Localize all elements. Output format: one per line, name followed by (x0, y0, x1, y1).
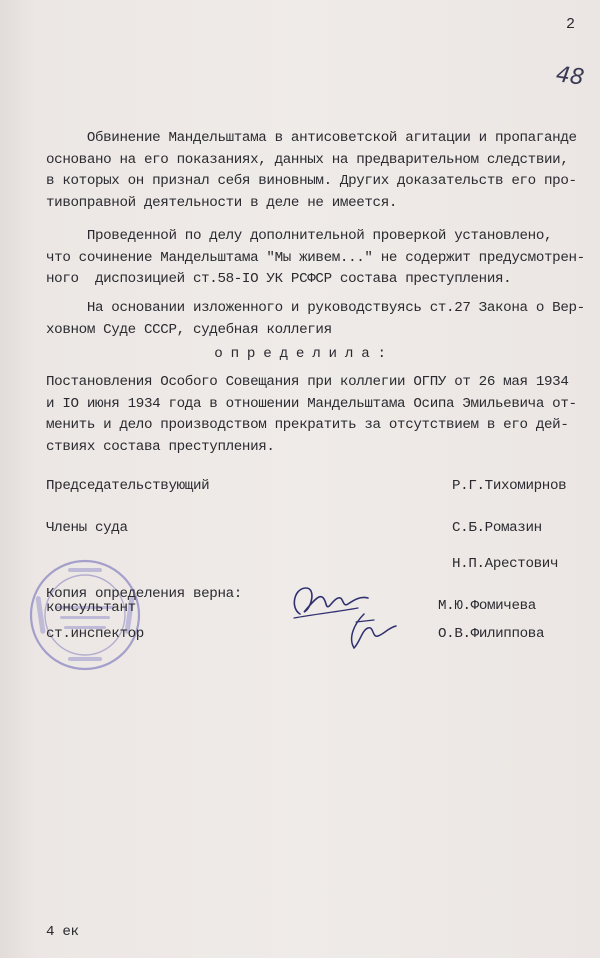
text-line: Постановления Особого Совещания при коллегии ОГПУ от 26 мая 1934 (46, 374, 569, 390)
inspector-signature (334, 608, 404, 654)
member-name-1: С.Б.Ромазин (452, 520, 542, 536)
inspector-title: ст.инспектор (46, 626, 144, 642)
paragraph-accusation (46, 128, 600, 214)
member-name-2: Н.П.Арестович (452, 556, 559, 572)
page-number: 2 (566, 16, 575, 33)
decision-heading: о п р е д е л и л а : (214, 346, 386, 362)
paragraph-verification (46, 226, 600, 291)
decision-text (46, 372, 600, 458)
text-line: ховном Суде СССР, судебная коллегия (46, 321, 332, 338)
text-line: ствиях состава преступления. (46, 438, 275, 455)
certification-line: Копия определения верна: (46, 586, 242, 602)
folio-number: 48 (554, 62, 586, 91)
inspector-name: О.В.Филиппова (438, 626, 545, 642)
text-line: в которых он признал себя виновным. Других доказательств его про- (46, 173, 577, 189)
text-line: что сочинение Мандельштама "Мы живем..." не содержит предусмотрен- (46, 249, 585, 266)
consultant-title: консультант (46, 600, 136, 616)
text-line: тивоправной деятельности в деле не имеется. (46, 194, 398, 211)
text-line: менить и дело производством прекратить за отсутствием в его дей- (46, 417, 569, 433)
paragraph-basis (46, 298, 600, 341)
text-line: Обвинение Мандельштама в антисоветской агитации и пропаганде (46, 130, 577, 146)
text-line: На основании изложенного и руководствуясь ст.27 Закона о Вер- (46, 300, 585, 316)
footer-copies: 4 ек (46, 924, 79, 940)
text-line: Проведенной по делу дополнительной проверкой установлено, (46, 228, 553, 244)
chair-title: Председательствующий (46, 478, 210, 494)
members-title: Члены суда (46, 520, 128, 536)
consultant-name: М.Ю.Фомичева (438, 598, 536, 614)
chair-name: Р.Г.Тихомирнов (452, 478, 567, 494)
text-line: основано на его показаниях, данных на предварительном следствии, (46, 151, 569, 168)
text-line: и IO июня 1934 года в отношении Мандельштама Осипа Эмильевича от- (46, 395, 577, 412)
text-line: ного диспозицией ст.58-IO УК РСФСР состава преступления. (46, 271, 512, 287)
